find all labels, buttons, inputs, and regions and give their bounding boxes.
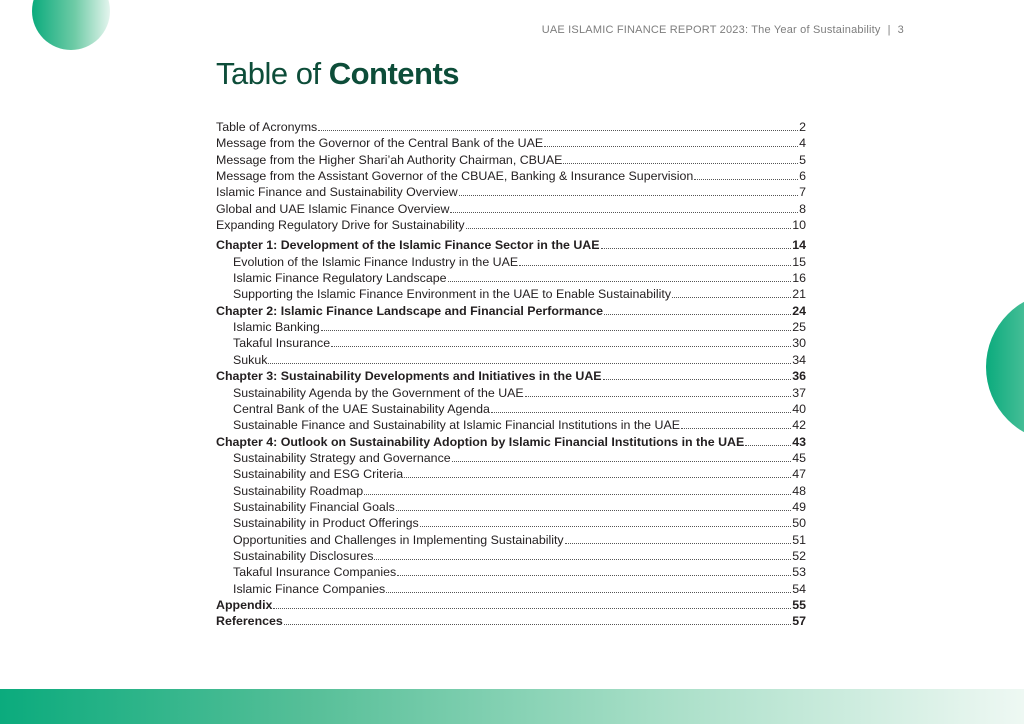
- toc-entry-page: 16: [792, 271, 806, 286]
- toc-entry-label: Sukuk: [233, 352, 268, 367]
- toc-dot-leader: [448, 281, 792, 282]
- toc-dot-leader: [491, 412, 791, 413]
- toc-subentry[interactable]: [216, 352, 806, 368]
- toc-dot-leader: [565, 543, 792, 544]
- toc-chapter-label: Chapter 2: Islamic Finance Landscape and Financial Performance: [216, 303, 603, 318]
- toc-entry-page: 52: [792, 548, 806, 563]
- page-title: [216, 56, 459, 92]
- toc-entry-page: 4: [799, 136, 806, 151]
- toc-entry-page: 37: [792, 385, 806, 400]
- toc-subentry[interactable]: [216, 499, 806, 515]
- toc-entry-page: 45: [792, 450, 806, 465]
- toc-subentry[interactable]: [216, 286, 806, 302]
- toc-dot-leader: [404, 477, 791, 478]
- table-of-contents: [216, 119, 806, 630]
- toc-chapter-label: Chapter 3: Sustainability Developments and Initiatives in the UAE: [216, 369, 602, 384]
- toc-dot-leader: [331, 346, 791, 347]
- toc-dot-leader: [273, 608, 791, 609]
- header-separator: |: [887, 24, 891, 36]
- toc-appendix[interactable]: [216, 597, 806, 613]
- toc-entry-label: Sustainable Finance and Sustainability at Islamic Financial Institutions in the UAE: [233, 418, 680, 433]
- toc-subentry[interactable]: [216, 466, 806, 482]
- toc-entry-regulatory-drive[interactable]: [216, 217, 806, 233]
- toc-dot-leader: [604, 314, 791, 315]
- toc-entry-acronyms[interactable]: [216, 119, 806, 135]
- toc-subentry[interactable]: [216, 254, 806, 270]
- toc-entry-governor-message[interactable]: [216, 135, 806, 151]
- toc-subentry[interactable]: [216, 483, 806, 499]
- toc-entry-page: 40: [792, 401, 806, 416]
- toc-entry-label: Message from the Governor of the Central Bank of the UAE: [216, 136, 544, 151]
- toc-subentry[interactable]: [216, 564, 806, 580]
- toc-entry-label: Table of Acronyms: [216, 120, 318, 134]
- toc-references[interactable]: [216, 613, 806, 629]
- toc-dot-leader: [386, 592, 791, 593]
- toc-chapter-3[interactable]: [216, 368, 806, 384]
- toc-entry-page: 50: [792, 516, 806, 531]
- decorative-circle-right: [986, 292, 1024, 442]
- toc-entry-page: 6: [799, 169, 806, 184]
- toc-entry-label: Evolution of the Islamic Finance Industry in the UAE: [233, 254, 519, 269]
- toc-chapter-label: Appendix: [216, 597, 273, 612]
- toc-entry-page: 8: [799, 201, 806, 216]
- toc-chapter-label: Chapter 1: Development of the Islamic Finance Sector in the UAE: [216, 238, 600, 253]
- toc-dot-leader: [525, 396, 792, 397]
- toc-entry-page: 42: [792, 418, 806, 433]
- toc-entry-page: 5: [799, 152, 806, 167]
- toc-chapter-page: 24: [792, 303, 806, 318]
- toc-dot-leader: [397, 575, 791, 576]
- toc-dot-leader: [466, 228, 792, 229]
- toc-entry-page: 15: [792, 254, 806, 269]
- toc-dot-leader: [694, 179, 798, 180]
- toc-chapter-4[interactable]: [216, 434, 806, 450]
- toc-subentry[interactable]: [216, 401, 806, 417]
- decorative-circle-top-left: [32, 0, 110, 50]
- toc-entry-page: 48: [792, 483, 806, 498]
- toc-chapter-page: 57: [792, 614, 806, 629]
- toc-entry-label: Sustainability and ESG Criteria: [233, 467, 404, 482]
- toc-entry-page: 49: [792, 499, 806, 514]
- report-title: UAE ISLAMIC FINANCE REPORT 2023: The Year of Sustainability: [541, 24, 881, 36]
- toc-dot-leader: [681, 428, 791, 429]
- toc-dot-leader: [519, 265, 791, 266]
- toc-dot-leader: [603, 379, 792, 380]
- toc-dot-leader: [745, 445, 791, 446]
- toc-entry-sustainability-overview[interactable]: [216, 184, 806, 200]
- toc-entry-page: 54: [792, 581, 806, 596]
- toc-dot-leader: [601, 248, 792, 249]
- toc-entry-label: Message from the Higher Shari’ah Authority Chairman, CBUAE: [216, 152, 563, 167]
- toc-chapter-2[interactable]: [216, 303, 806, 319]
- toc-dot-leader: [374, 559, 791, 560]
- toc-entry-page: 53: [792, 565, 806, 580]
- toc-entry-shariah-message[interactable]: [216, 152, 806, 168]
- toc-entry-label: Islamic Banking: [233, 320, 320, 335]
- toc-chapter-label: Chapter 4: Outlook on Sustainability Adoption by Islamic Financial Institutions in the UAE: [216, 434, 745, 449]
- toc-dot-leader: [452, 461, 792, 462]
- toc-subentry[interactable]: [216, 532, 806, 548]
- toc-chapter-page: 14: [792, 238, 806, 253]
- toc-entry-label: Takaful Insurance Companies: [233, 565, 397, 580]
- toc-entry-page: 25: [792, 320, 806, 335]
- toc-entry-page: 2: [799, 120, 806, 134]
- toc-entry-finance-overview[interactable]: [216, 201, 806, 217]
- toc-entry-label: Supporting the Islamic Finance Environment in the UAE to Enable Sustainability: [233, 287, 672, 302]
- toc-entry-label: Expanding Regulatory Drive for Sustainability: [216, 218, 465, 233]
- toc-entry-page: 21: [792, 287, 806, 302]
- toc-entry-label: Islamic Finance Companies: [233, 581, 386, 596]
- toc-entry-page: 47: [792, 467, 806, 482]
- toc-entry-label: Opportunities and Challenges in Implementing Sustainability: [233, 532, 564, 547]
- page-title-light: Table of: [216, 56, 329, 91]
- toc-entry-label: Sustainability Strategy and Governance: [233, 450, 451, 465]
- toc-chapter-page: 36: [792, 369, 806, 384]
- toc-entry-page: 34: [792, 352, 806, 367]
- toc-entry-page: 30: [792, 336, 806, 351]
- running-header: [542, 24, 904, 36]
- toc-entry-label: Sustainability Disclosures: [233, 548, 374, 563]
- toc-subentry[interactable]: [216, 417, 806, 433]
- toc-dot-leader: [364, 494, 791, 495]
- toc-entry-page: 10: [792, 218, 806, 233]
- toc-dot-leader: [318, 130, 798, 131]
- decorative-footer-band: [0, 689, 1024, 724]
- toc-chapter-label: References: [216, 614, 283, 629]
- toc-subentry[interactable]: [216, 335, 806, 351]
- toc-dot-leader: [459, 195, 798, 196]
- toc-entry-label: Sustainability Financial Goals: [233, 499, 395, 514]
- toc-dot-leader: [563, 163, 798, 164]
- toc-entry-page: 51: [792, 532, 806, 547]
- toc-subentry[interactable]: [216, 548, 806, 564]
- toc-subentry[interactable]: [216, 450, 806, 466]
- page-title-bold: Contents: [328, 56, 460, 91]
- toc-chapter-page: 43: [792, 434, 806, 449]
- toc-subentry[interactable]: [216, 385, 806, 401]
- toc-entry-assistant-governor-message[interactable]: [216, 168, 806, 184]
- toc-entry-label: Message from the Assistant Governor of the CBUAE, Banking & Insurance Supervision: [216, 169, 694, 184]
- toc-dot-leader: [450, 212, 798, 213]
- toc-dot-leader: [268, 363, 791, 364]
- toc-entry-page: 7: [799, 185, 806, 200]
- toc-chapter-1[interactable]: [216, 237, 806, 253]
- toc-entry-label: Global and UAE Islamic Finance Overview: [216, 201, 450, 216]
- toc-dot-leader: [420, 526, 791, 527]
- toc-dot-leader: [672, 297, 791, 298]
- toc-chapter-page: 55: [792, 597, 806, 612]
- page-number: 3: [897, 24, 904, 36]
- toc-dot-leader: [544, 146, 798, 147]
- toc-entry-label: Sustainability Roadmap: [233, 483, 364, 498]
- toc-entry-label: Sustainability Agenda by the Government of the UAE: [233, 385, 524, 400]
- toc-entry-label: Takaful Insurance: [233, 336, 331, 351]
- toc-entry-label: Islamic Finance Regulatory Landscape: [233, 271, 447, 286]
- toc-subentry[interactable]: [216, 515, 806, 531]
- toc-subentry[interactable]: [216, 270, 806, 286]
- toc-entry-label: Sustainability in Product Offerings: [233, 516, 419, 531]
- toc-subentry[interactable]: [216, 581, 806, 597]
- toc-dot-leader: [321, 330, 791, 331]
- toc-entry-label: Central Bank of the UAE Sustainability Agenda: [233, 401, 490, 416]
- toc-dot-leader: [284, 624, 791, 625]
- toc-dot-leader: [396, 510, 791, 511]
- toc-entry-label: Islamic Finance and Sustainability Overview: [216, 185, 458, 200]
- toc-subentry[interactable]: [216, 319, 806, 335]
